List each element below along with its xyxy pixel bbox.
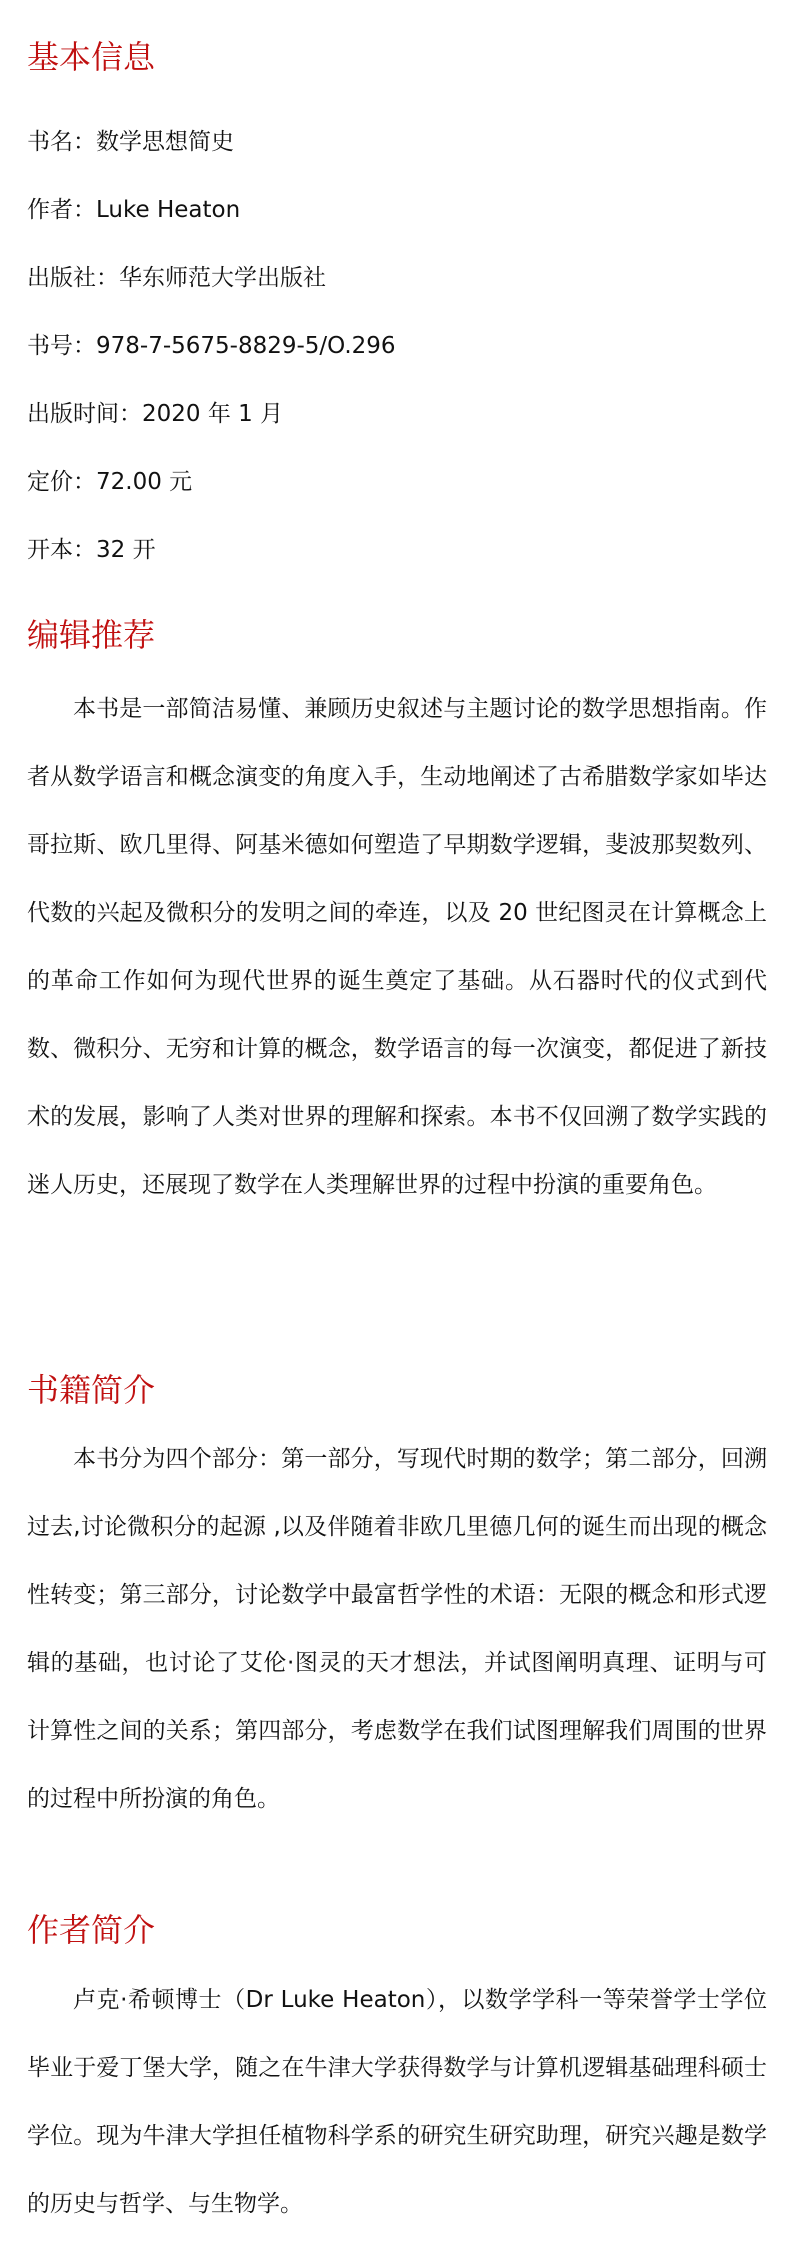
basic-info-heading: 基本信息 (27, 38, 156, 76)
author-intro-text: 卢克·希顿博士（Dr Luke Heaton），以数学学科一等荣誉学士学位毕业于爱丁堡大学，随之在牛津大学获得数学与计算机逻辑基础理科硕士学位。现为牛津大学担任植物科学系的研究生研究助理，研究兴趣是数学的历史与哲学、与生物学。 (27, 1987, 767, 2217)
info-title: 书名：数学思想简史 (27, 129, 234, 155)
editor-recommendation-text: 本书是一部简洁易懂、兼顾历史叙述与主题讨论的数学思想指南。作者从数学语言和概念演变的角度入手，生动地阐述了古希腊数学家如毕达哥拉斯、欧几里得、阿基米德如何塑造了早期数学逻辑，斐波那契数列、代数的兴起及微积分的发明之间的牵连，以及 20 世纪图灵在计算概念上的革命工作如何为现代世界的诞生奠定了基础。从石器时代的仪式到代数、微积分、无穷和计算的概念，数学语言的每一次演变，都促进了新技术的发展，影响了人类对世界的理解和探索。本书不仅回溯了数学实践的迷人历史，还展现了数学在人类理解世界的过程中扮演的重要角色。 (27, 696, 767, 1198)
basic-info-list (27, 108, 396, 584)
info-isbn: 书号：978-7-5675-8829-5/O.296 (27, 333, 396, 359)
author-intro-heading: 作者简介 (27, 1911, 156, 1949)
book-summary-heading: 书籍简介 (27, 1371, 156, 1409)
editor-recommendation-heading: 编辑推荐 (27, 616, 156, 654)
info-price: 定价：72.00 元 (27, 469, 193, 495)
info-format: 开本：32 开 (27, 537, 156, 563)
info-publisher: 出版社：华东师范大学出版社 (27, 265, 326, 291)
info-author: 作者：Luke Heaton (27, 197, 241, 223)
info-publish-date: 出版时间：2020 年 1 月 (27, 401, 284, 427)
book-summary-text: 本书分为四个部分：第一部分，写现代时期的数学；第二部分，回溯过去,讨论微积分的起源 ,以及伴随着非欧几里德几何的诞生而出现的概念性转变；第三部分，讨论数学中最富哲学性的术语：无限的概念和形式逻辑的基础，也讨论了艾伦·图灵的天才想法，并试图阐明真理、证明与可计算性之间的关系；第四部分，考虑数学在我们试图理解我们周围的世界的过程中所扮演的角色。 (27, 1446, 767, 1812)
